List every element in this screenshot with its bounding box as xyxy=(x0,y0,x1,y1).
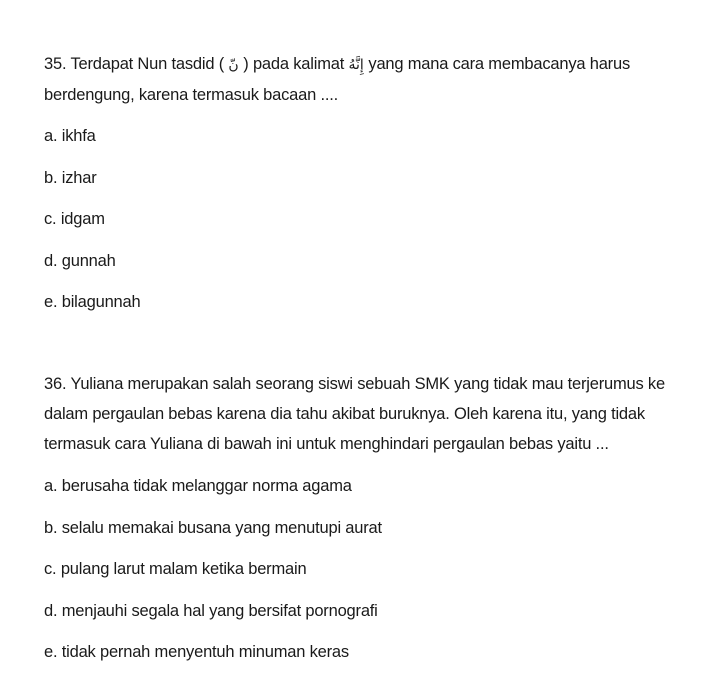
question-stem xyxy=(44,49,712,110)
nun-tasydid-glyph: نّ xyxy=(228,57,239,73)
stem-text-part-2: ) pada kalimat xyxy=(243,55,345,73)
stem-text-part-1: Terdapat Nun tasdid ( xyxy=(70,55,224,73)
option-d: d. menjauhi segala hal yang bersifat pornografi xyxy=(44,601,378,620)
option-c: c. idgam xyxy=(44,210,105,228)
answer-options xyxy=(44,471,712,667)
question-stem xyxy=(44,369,712,459)
arabic-word: إِنَّهُ xyxy=(348,57,364,73)
option-e: e. tidak pernah menyentuh minuman keras xyxy=(44,643,349,661)
question-number: 36. xyxy=(44,375,67,393)
question-number: 35. xyxy=(44,55,67,73)
option-a: a. berusaha tidak melanggar norma agama xyxy=(44,477,352,495)
option-a: a. ikhfa xyxy=(44,127,96,145)
answer-options xyxy=(44,121,712,317)
option-d: d. gunnah xyxy=(44,251,116,270)
option-c: c. pulang larut malam ketika bermain xyxy=(44,560,307,578)
stem-text: Yuliana merupakan salah seorang siswi sebuah SMK yang tidak mau terjerumus ke dalam pergaulan bebas karena dia tahu akibat buruknya. Oleh karena itu, yang tidak termasuk cara Yuliana di bawah ini untuk menghindari pergaulan bebas yaitu ... xyxy=(44,375,665,453)
option-b: b. izhar xyxy=(44,168,97,187)
option-e: e. bilagunnah xyxy=(44,293,141,311)
stem-text-part-3: yang mana cara membacanya harus berdengung, karena termasuk bacaan .... xyxy=(44,55,631,104)
question-36 xyxy=(44,369,712,667)
question-35 xyxy=(44,49,712,317)
option-b: b. selalu memakai busana yang menutupi aurat xyxy=(44,518,382,537)
